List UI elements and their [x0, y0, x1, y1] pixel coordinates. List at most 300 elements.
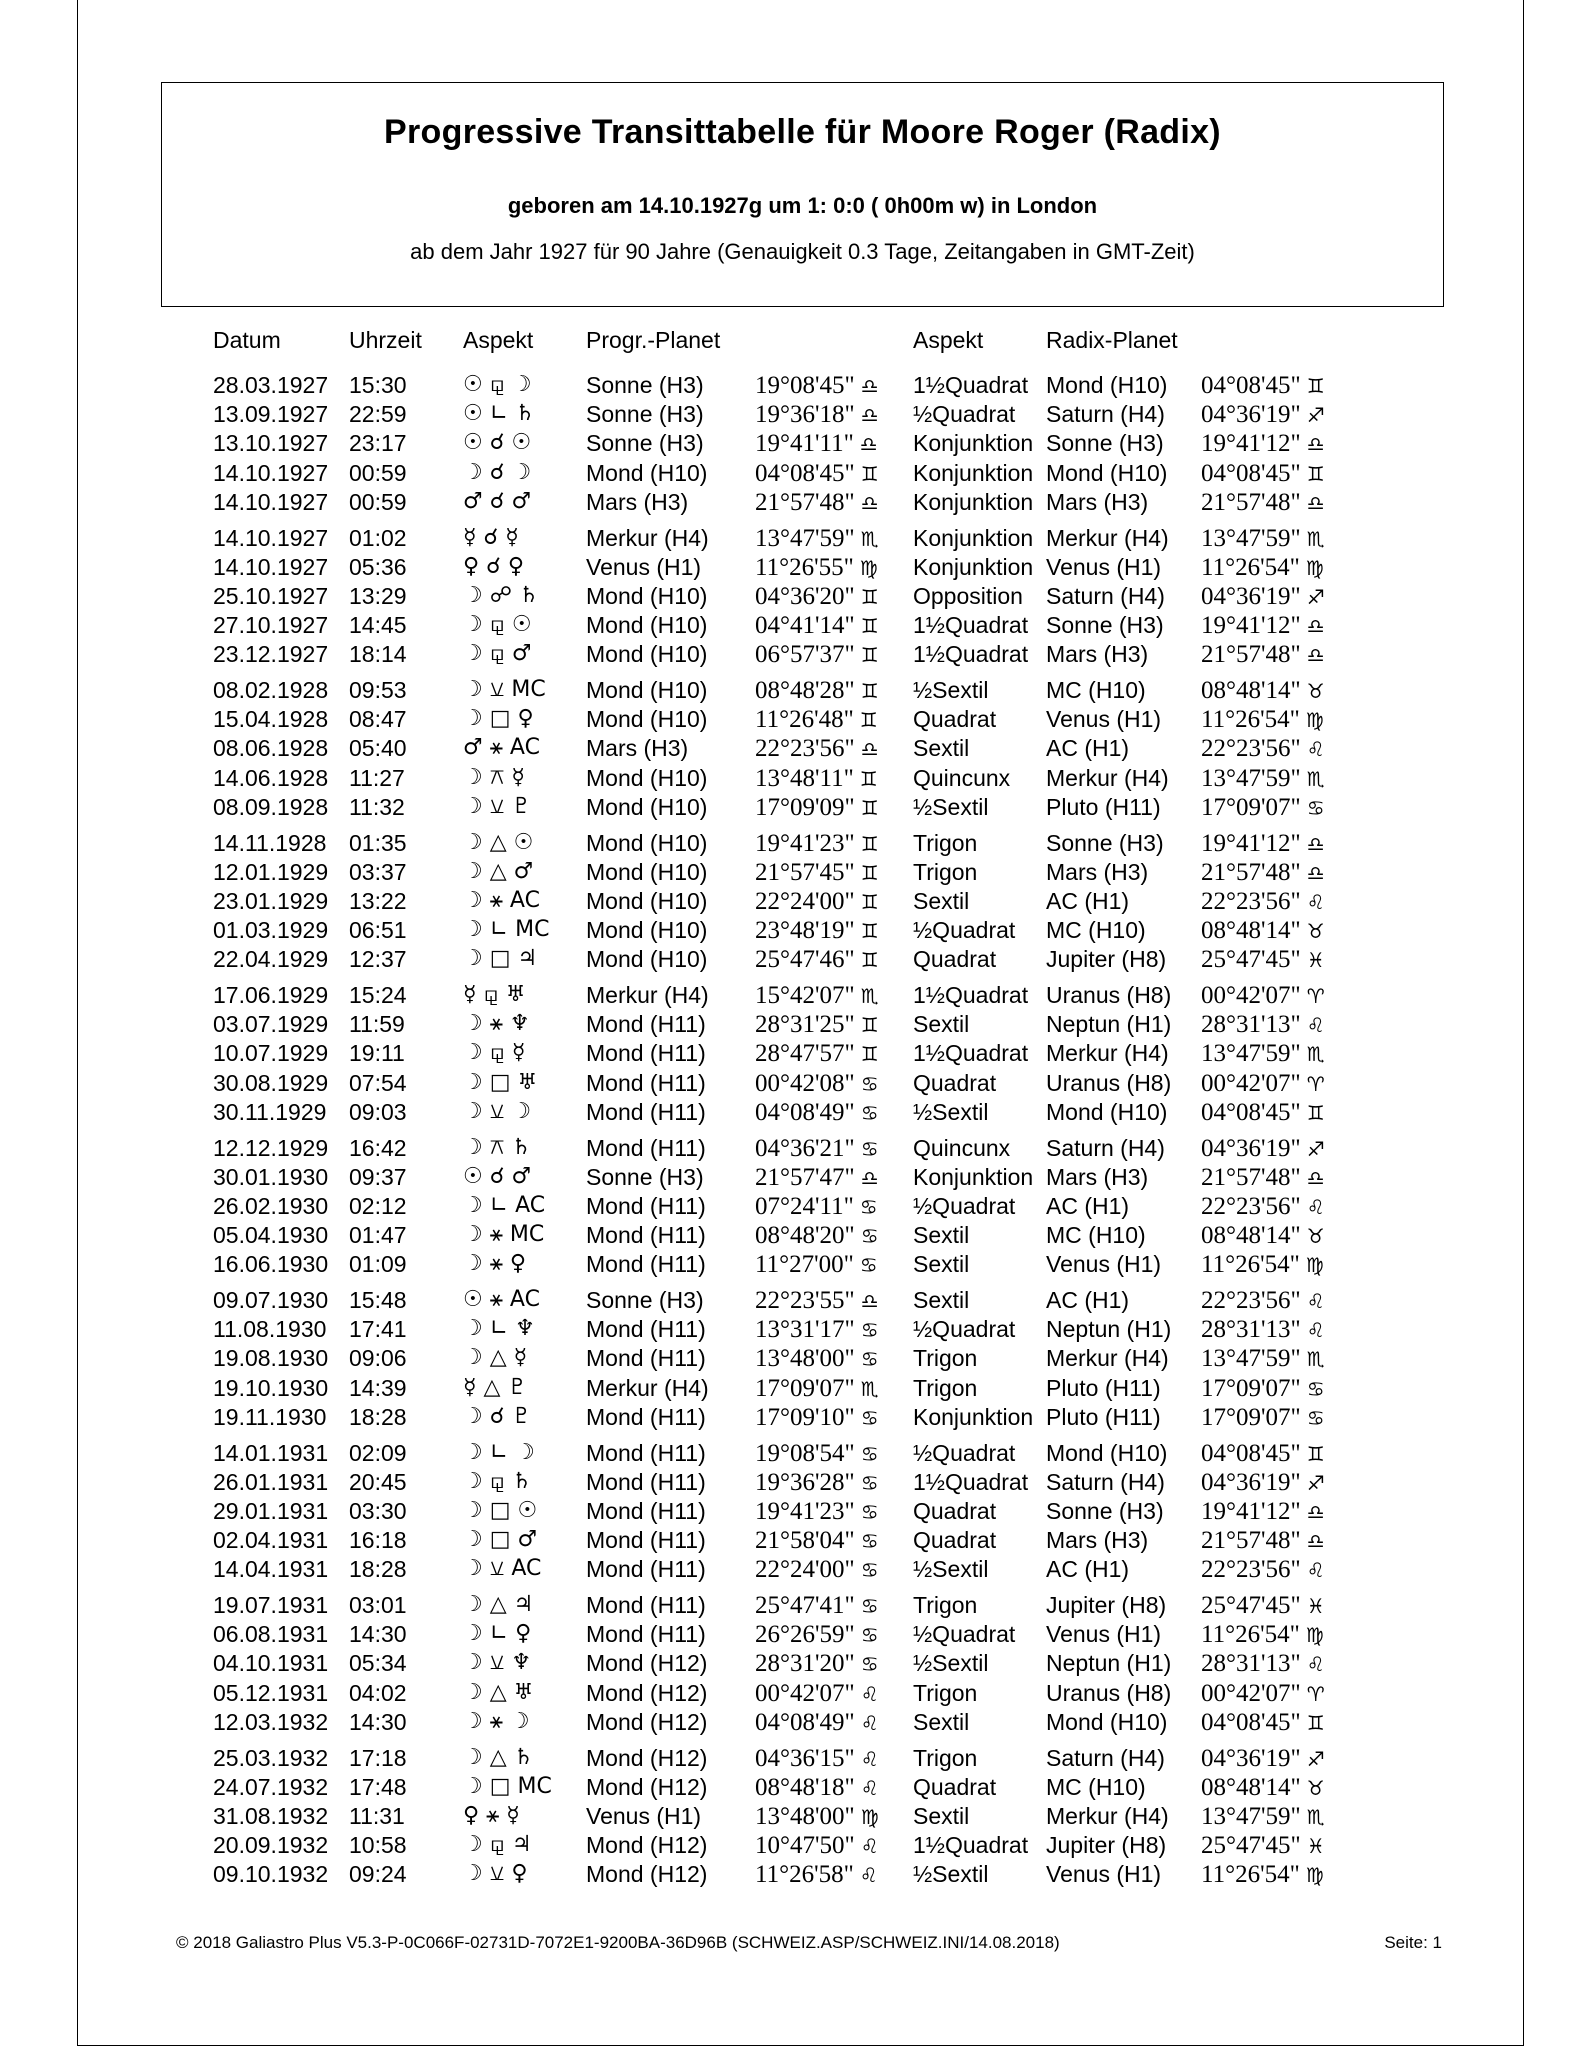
row-progressed-planet: Mond (H10) — [586, 641, 708, 668]
row-radix-planet: Sonne (H3) — [1046, 430, 1164, 457]
row-aspect-symbols: ☽ ∟ MC — [463, 917, 550, 943]
position-value: 08°48'14" — [1201, 677, 1301, 704]
table-row — [0, 1621, 1587, 1650]
page-title: Progressive Transittabelle für Moore Roger (Radix) — [384, 113, 1221, 151]
row-radix-planet: Neptun (H1) — [1046, 1316, 1172, 1343]
row-aspect-name: ½Quadrat — [913, 1439, 1016, 1466]
row-progressed-position — [755, 1316, 879, 1344]
row-date: 02.04.1931 — [213, 1527, 329, 1554]
zodiac-sign-icon: ♐ — [1306, 584, 1325, 609]
row-aspect-name: ½Sextil — [913, 1650, 989, 1677]
table-row — [0, 859, 1587, 888]
row-progressed-planet: Mond (H10) — [586, 858, 708, 885]
row-progressed-position — [755, 1556, 879, 1584]
col-header-radix-planet: Radix-Planet — [1046, 327, 1178, 353]
row-date: 15.04.1928 — [213, 706, 329, 733]
row-radix-planet: Pluto (H11) — [1046, 1374, 1161, 1401]
row-progressed-position — [755, 1592, 879, 1620]
row-progressed-planet: Sonne (H3) — [586, 401, 704, 428]
row-radix-planet: Mond (H10) — [1046, 372, 1168, 398]
row-progressed-position — [755, 1680, 879, 1708]
zodiac-sign-icon: ♉ — [1306, 1224, 1325, 1249]
row-progressed-position — [755, 888, 879, 916]
position-value: 04°36'19" — [1201, 582, 1301, 610]
position-value: 04°08'45" — [1201, 372, 1301, 399]
row-aspect-symbols: ☽ ☌ ♇ — [463, 1403, 532, 1429]
row-radix-position — [1201, 1621, 1324, 1649]
position-value: 22°23'56" — [1201, 735, 1301, 763]
row-progressed-position — [755, 372, 879, 400]
row-date: 12.01.1929 — [213, 858, 329, 885]
row-radix-planet: Venus (H1) — [1046, 1251, 1162, 1278]
row-radix-position — [1201, 1745, 1325, 1773]
row-aspect-name: Trigon — [913, 1345, 978, 1372]
row-date: 26.02.1930 — [213, 1192, 329, 1219]
row-aspect-name: Quadrat — [913, 1773, 997, 1800]
position-value: 21°57'45" — [755, 858, 855, 886]
row-progressed-position — [755, 1193, 878, 1221]
row-progressed-position — [755, 1803, 879, 1831]
row-progressed-planet: Sonne (H3) — [586, 1163, 704, 1190]
row-date: 20.09.1932 — [213, 1832, 329, 1859]
position-value: 22°23'56" — [1201, 1287, 1301, 1314]
row-aspect-name: 1½Quadrat — [913, 1040, 1029, 1067]
position-value: 04°36'19" — [1201, 1744, 1301, 1772]
row-time: 18:28 — [349, 1556, 407, 1583]
zodiac-sign-icon: ♏ — [1306, 1804, 1325, 1829]
row-radix-planet: AC (H1) — [1046, 887, 1130, 914]
position-value: 21°57'47" — [755, 1163, 855, 1191]
zodiac-sign-icon: ♏ — [860, 984, 879, 1008]
position-value: 04°08'45" — [1201, 1439, 1301, 1467]
zodiac-sign-icon: ♎ — [1306, 831, 1325, 856]
row-time: 16:42 — [349, 1134, 407, 1161]
zodiac-sign-icon: ♊ — [859, 766, 878, 791]
zodiac-sign-icon: ♊ — [1306, 1100, 1325, 1125]
position-value: 13°31'17" — [755, 1316, 855, 1344]
row-aspect-symbols: ☽ ⚻ ☿ — [463, 764, 525, 790]
row-time: 15:24 — [349, 982, 407, 1008]
position-value: 17°09'07" — [1201, 793, 1301, 821]
zodiac-sign-icon: ♎ — [1306, 490, 1325, 515]
row-radix-position — [1201, 1251, 1324, 1279]
row-time: 11:59 — [349, 1011, 405, 1038]
row-radix-planet: Mars (H3) — [1046, 488, 1149, 515]
row-radix-position — [1201, 946, 1325, 974]
row-radix-position — [1201, 706, 1324, 734]
row-radix-planet: MC (H10) — [1046, 677, 1146, 703]
row-aspect-name: Trigon — [913, 858, 978, 885]
row-progressed-planet: Mond (H11) — [586, 1527, 706, 1554]
position-value: 28°31'13" — [1201, 1011, 1301, 1039]
zodiac-sign-icon: ♌ — [1306, 889, 1325, 914]
row-progressed-planet: Mond (H10) — [586, 793, 708, 820]
table-row — [0, 765, 1587, 794]
zodiac-sign-icon: ♊ — [860, 831, 879, 856]
table-row — [0, 706, 1587, 735]
row-progressed-position — [755, 765, 878, 793]
zodiac-sign-icon: ♋ — [860, 1347, 879, 1372]
position-value: 13°48'11" — [755, 764, 854, 792]
row-radix-planet: Merkur (H4) — [1046, 524, 1169, 551]
position-value: 21°57'48" — [1201, 858, 1301, 886]
zodiac-sign-icon: ♏ — [1306, 1042, 1325, 1067]
row-radix-position — [1201, 1592, 1325, 1620]
row-aspect-name: Quadrat — [913, 946, 997, 973]
zodiac-sign-icon: ♊ — [860, 461, 879, 486]
row-aspect-symbols: ☽ ☌ ☽ — [463, 459, 532, 485]
row-progressed-position — [755, 1469, 879, 1497]
row-time: 05:34 — [349, 1650, 407, 1677]
row-progressed-planet: Mond (H11) — [586, 1134, 706, 1161]
position-value: 22°23'56" — [755, 735, 855, 763]
row-progressed-position — [755, 1774, 879, 1802]
row-aspect-symbols: ☿ △ ♇ — [463, 1374, 528, 1400]
table-row — [0, 794, 1587, 823]
position-value: 21°57'48" — [1201, 1163, 1301, 1191]
row-date: 04.10.1931 — [213, 1650, 329, 1677]
position-value: 00°42'07" — [755, 1679, 855, 1707]
row-radix-planet: Uranus (H8) — [1046, 1679, 1172, 1706]
zodiac-sign-icon: ♎ — [1306, 1499, 1325, 1524]
row-progressed-planet: Merkur (H4) — [586, 1374, 709, 1401]
row-progressed-position — [755, 401, 879, 429]
zodiac-sign-icon: ♋ — [859, 1253, 878, 1278]
row-progressed-position — [755, 1011, 879, 1039]
row-aspect-name: Konjunktion — [913, 553, 1034, 580]
row-radix-planet: Merkur (H4) — [1046, 764, 1169, 791]
table-row — [0, 1832, 1587, 1861]
row-progressed-planet: Mond (H11) — [586, 1468, 706, 1495]
row-aspect-name: Sextil — [913, 1802, 970, 1829]
table-row — [0, 1345, 1587, 1374]
table-row — [0, 677, 1587, 706]
row-radix-planet: Sonne (H3) — [1046, 1497, 1164, 1524]
row-progressed-planet: Mond (H11) — [586, 1345, 706, 1372]
position-value: 19°41'12" — [1201, 612, 1301, 640]
zodiac-sign-icon: ♎ — [860, 737, 879, 762]
zodiac-sign-icon: ♎ — [1306, 614, 1325, 639]
row-date: 03.07.1929 — [213, 1011, 329, 1038]
position-value: 00°42'08" — [755, 1069, 855, 1097]
zodiac-sign-icon: ♌ — [1306, 1194, 1325, 1219]
row-radix-position — [1201, 641, 1325, 669]
row-aspect-symbols: ☽ □ ♂ — [463, 1527, 538, 1553]
row-time: 01:35 — [349, 829, 407, 856]
position-value: 13°47'59" — [1201, 1802, 1301, 1830]
zodiac-sign-icon: ♋ — [860, 1529, 879, 1554]
position-value: 22°23'56" — [1201, 1556, 1301, 1584]
zodiac-sign-icon: ♋ — [860, 1594, 879, 1618]
row-radix-position — [1201, 1709, 1325, 1737]
zodiac-sign-icon: ♈ — [1306, 1071, 1325, 1096]
position-value: 04°08'45" — [1201, 1708, 1301, 1736]
title-box — [161, 82, 1444, 307]
position-value: 11°26'54" — [1201, 1621, 1300, 1649]
table-row — [0, 1070, 1587, 1099]
row-date: 25.03.1932 — [213, 1744, 329, 1771]
row-time: 11:32 — [349, 793, 405, 820]
row-radix-position — [1201, 372, 1325, 400]
zodiac-sign-icon: ♐ — [1306, 403, 1325, 428]
row-date: 14.01.1931 — [213, 1439, 329, 1466]
row-time: 10:58 — [349, 1832, 407, 1859]
position-value: 08°48'14" — [1201, 1773, 1301, 1801]
row-progressed-position — [755, 1832, 879, 1860]
zodiac-sign-icon: ♎ — [1306, 643, 1325, 668]
row-progressed-position — [755, 430, 878, 458]
table-row — [0, 1011, 1587, 1040]
table-row — [0, 1774, 1587, 1803]
row-date: 14.10.1927 — [213, 459, 329, 486]
row-progressed-position — [755, 1745, 879, 1773]
col-header-time: Uhrzeit — [349, 327, 422, 353]
zodiac-sign-icon: ♋ — [860, 1441, 879, 1466]
position-value: 04°36'19" — [1201, 1468, 1301, 1496]
row-progressed-planet: Venus (H1) — [586, 553, 702, 580]
row-time: 23:17 — [349, 430, 407, 457]
row-progressed-planet: Mond (H10) — [586, 946, 708, 973]
row-date: 09.07.1930 — [213, 1287, 329, 1313]
row-progressed-position — [755, 706, 878, 734]
row-radix-position — [1201, 982, 1325, 1010]
row-aspect-name: Sextil — [913, 1011, 970, 1038]
table-row — [0, 1135, 1587, 1164]
row-aspect-symbols: ☽ ⚼ ☉ — [463, 612, 532, 638]
zodiac-sign-icon: ♎ — [1306, 432, 1325, 457]
position-value: 08°48'14" — [1201, 917, 1301, 945]
table-row — [0, 1375, 1587, 1404]
row-aspect-name: ½Quadrat — [913, 401, 1016, 428]
row-time: 03:37 — [349, 858, 407, 885]
table-row — [0, 982, 1587, 1011]
zodiac-sign-icon: ♋ — [860, 1558, 879, 1583]
zodiac-sign-icon: ♊ — [860, 795, 879, 820]
zodiac-sign-icon: ♉ — [1306, 1775, 1325, 1800]
row-progressed-planet: Mond (H12) — [586, 1773, 708, 1800]
position-value: 04°41'14" — [755, 612, 855, 640]
row-radix-planet: Saturn (H4) — [1046, 582, 1165, 609]
row-radix-planet: Venus (H1) — [1046, 1861, 1162, 1888]
zodiac-sign-icon: ♈ — [1306, 984, 1325, 1008]
zodiac-sign-icon: ♊ — [1306, 374, 1325, 398]
row-progressed-position — [755, 1527, 879, 1555]
table-row — [0, 641, 1587, 670]
position-value: 25°47'45" — [1201, 946, 1301, 974]
row-time: 18:14 — [349, 641, 407, 668]
zodiac-sign-icon: ♋ — [860, 1623, 879, 1648]
row-radix-planet: Mond (H10) — [1046, 1708, 1168, 1735]
position-value: 04°36'21" — [755, 1134, 855, 1162]
row-aspect-name: 1½Quadrat — [913, 372, 1029, 398]
position-value: 15°42'07" — [755, 982, 855, 1009]
row-aspect-name: Sextil — [913, 1251, 970, 1278]
row-time: 17:18 — [349, 1744, 407, 1771]
zodiac-sign-icon: ♏ — [860, 526, 879, 551]
row-progressed-planet: Mond (H12) — [586, 1744, 708, 1771]
row-aspect-name: Konjunktion — [913, 488, 1034, 515]
row-progressed-planet: Mond (H10) — [586, 459, 708, 486]
row-progressed-position — [755, 794, 879, 822]
table-row — [0, 401, 1587, 430]
table-row — [0, 460, 1587, 489]
row-date: 25.10.1927 — [213, 582, 329, 609]
row-radix-planet: AC (H1) — [1046, 1556, 1130, 1583]
row-aspect-symbols: ☽ ⚹ AC — [463, 887, 540, 913]
row-radix-planet: Venus (H1) — [1046, 706, 1162, 733]
row-radix-planet: AC (H1) — [1046, 1192, 1130, 1219]
row-aspect-symbols: ☽ ∟ ♀ — [463, 1621, 532, 1647]
row-progressed-planet: Mond (H11) — [586, 1040, 706, 1067]
row-aspect-symbols: ☽ ⚹ ☽ — [463, 1708, 530, 1734]
row-time: 09:53 — [349, 677, 407, 703]
row-progressed-planet: Mond (H12) — [586, 1650, 708, 1677]
zodiac-sign-icon: ♌ — [860, 1775, 879, 1800]
zodiac-sign-icon: ♋ — [860, 1224, 879, 1249]
row-date: 14.06.1928 — [213, 764, 329, 791]
position-value: 28°31'25" — [755, 1011, 855, 1039]
zodiac-sign-icon: ♎ — [1306, 860, 1325, 885]
row-aspect-name: Konjunktion — [913, 430, 1034, 457]
row-time: 13:22 — [349, 887, 407, 914]
row-progressed-position — [755, 1070, 879, 1098]
row-radix-position — [1201, 1375, 1325, 1403]
position-value: 04°36'19" — [1201, 401, 1301, 429]
row-aspect-name: ½Sextil — [913, 1556, 989, 1583]
row-progressed-planet: Mond (H10) — [586, 829, 708, 856]
position-value: 19°08'45" — [755, 372, 855, 399]
row-time: 09:37 — [349, 1163, 407, 1190]
row-radix-position — [1201, 830, 1325, 858]
row-radix-position — [1201, 1164, 1325, 1192]
zodiac-sign-icon: ♋ — [860, 1071, 879, 1096]
zodiac-sign-icon: ♋ — [859, 1194, 878, 1219]
row-aspect-symbols: ☿ ☌ ☿ — [463, 524, 519, 550]
row-aspect-symbols: ☉ ⚹ AC — [463, 1287, 540, 1312]
table-row — [0, 554, 1587, 583]
position-value: 22°23'56" — [1201, 887, 1301, 915]
row-radix-planet: Venus (H1) — [1046, 1621, 1162, 1648]
row-aspect-name: Quadrat — [913, 1069, 997, 1096]
position-value: 00°42'07" — [1201, 982, 1301, 1009]
row-radix-planet: Neptun (H1) — [1046, 1650, 1172, 1677]
row-radix-position — [1201, 401, 1325, 429]
row-radix-planet: Sonne (H3) — [1046, 612, 1164, 639]
row-aspect-symbols: ☽ ∟ AC — [463, 1192, 546, 1218]
row-date: 19.08.1930 — [213, 1345, 329, 1372]
row-date: 08.09.1928 — [213, 793, 329, 820]
row-aspect-symbols: ☉ ☌ ☉ — [463, 430, 532, 456]
zodiac-sign-icon: ♎ — [860, 490, 879, 515]
row-time: 00:59 — [349, 488, 407, 515]
row-progressed-position — [755, 460, 879, 488]
row-date: 27.10.1927 — [213, 612, 329, 639]
row-aspect-name: 1½Quadrat — [913, 982, 1029, 1008]
row-aspect-symbols: ☽ ⚺ ♆ — [463, 1650, 532, 1676]
col-header-aspect-name: Aspekt — [913, 327, 984, 353]
position-value: 13°47'59" — [755, 524, 855, 552]
row-radix-planet: Jupiter (H8) — [1046, 1832, 1167, 1859]
row-aspect-symbols: ☽ △ ☉ — [463, 829, 534, 855]
row-aspect-symbols: ☽ △ ♅ — [463, 1679, 534, 1705]
row-time: 17:48 — [349, 1773, 407, 1800]
table-row — [0, 1680, 1587, 1709]
zodiac-sign-icon: ♋ — [860, 1136, 879, 1161]
zodiac-sign-icon: ♉ — [1306, 679, 1325, 703]
row-aspect-name: 1½Quadrat — [913, 1832, 1029, 1859]
zodiac-sign-icon: ♓ — [1306, 1834, 1325, 1859]
table-row — [0, 1469, 1587, 1498]
zodiac-sign-icon: ♋ — [860, 1470, 879, 1495]
row-radix-planet: Pluto (H11) — [1046, 1403, 1161, 1430]
row-time: 12:37 — [349, 946, 407, 973]
row-time: 01:09 — [349, 1251, 407, 1278]
row-time: 04:02 — [349, 1679, 407, 1706]
row-radix-position — [1201, 554, 1324, 582]
row-radix-position — [1201, 1650, 1325, 1678]
position-value: 11°26'54" — [1201, 1251, 1300, 1279]
row-progressed-position — [755, 1861, 878, 1889]
row-progressed-position — [755, 1440, 879, 1468]
position-value: 26°26'59" — [755, 1621, 855, 1649]
row-aspect-symbols: ☽ ⚺ ♇ — [463, 793, 532, 819]
position-value: 25°47'41" — [755, 1592, 855, 1619]
row-radix-position — [1201, 735, 1325, 763]
row-progressed-planet: Mond (H11) — [586, 1222, 706, 1249]
row-aspect-name: Sextil — [913, 1222, 970, 1249]
row-progressed-position — [755, 830, 879, 858]
row-date: 30.01.1930 — [213, 1163, 329, 1190]
row-aspect-symbols: ☽ ⚻ ♄ — [463, 1134, 532, 1160]
row-date: 19.11.1930 — [213, 1403, 327, 1430]
position-value: 19°36'28" — [755, 1468, 855, 1496]
row-radix-position — [1201, 1099, 1325, 1127]
row-radix-planet: Pluto (H11) — [1046, 793, 1161, 820]
row-progressed-position — [755, 859, 879, 887]
position-value: 17°09'07" — [755, 1374, 855, 1402]
zodiac-sign-icon: ♊ — [860, 643, 879, 668]
zodiac-sign-icon: ♊ — [860, 860, 879, 885]
position-value: 11°27'00" — [755, 1251, 854, 1279]
position-value: 00°42'07" — [1201, 1679, 1301, 1707]
row-progressed-position — [755, 1040, 879, 1068]
row-time: 14:39 — [349, 1374, 407, 1401]
row-radix-planet: Mars (H3) — [1046, 858, 1149, 885]
row-progressed-planet: Sonne (H3) — [586, 1287, 704, 1313]
row-radix-position — [1201, 489, 1325, 517]
row-radix-planet: MC (H10) — [1046, 1773, 1146, 1800]
table-row — [0, 946, 1587, 975]
table-row — [0, 917, 1587, 946]
position-value: 13°47'59" — [1201, 1345, 1301, 1373]
zodiac-sign-icon: ♍ — [1305, 1253, 1324, 1278]
row-progressed-planet: Mond (H10) — [586, 706, 708, 733]
row-radix-position — [1201, 1803, 1325, 1831]
row-radix-position — [1201, 1469, 1325, 1497]
position-value: 04°08'45" — [1201, 459, 1301, 487]
row-radix-planet: Jupiter (H8) — [1046, 1592, 1167, 1618]
row-progressed-planet: Mond (H11) — [586, 1497, 706, 1524]
table-row — [0, 1650, 1587, 1679]
position-value: 04°36'20" — [755, 582, 855, 610]
zodiac-sign-icon: ♎ — [860, 1289, 879, 1313]
row-radix-planet: Mars (H3) — [1046, 641, 1149, 668]
position-value: 13°48'00" — [755, 1802, 855, 1830]
row-radix-planet: MC (H10) — [1046, 1222, 1146, 1249]
row-progressed-position — [755, 1222, 879, 1250]
row-progressed-position — [755, 1287, 879, 1315]
row-progressed-position — [755, 1251, 878, 1279]
